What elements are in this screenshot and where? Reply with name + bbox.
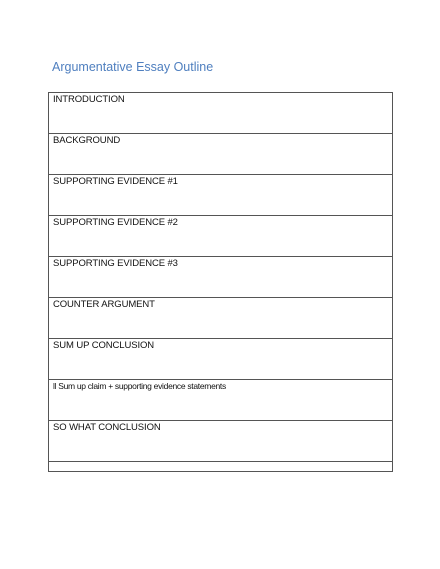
outline-row-so-what-conclusion bbox=[49, 421, 392, 462]
row-label: COUNTER ARGUMENT bbox=[53, 299, 155, 310]
outline-row-evidence-1 bbox=[49, 175, 392, 216]
outline-row-evidence-3 bbox=[49, 257, 392, 298]
outline-row-blank bbox=[49, 462, 392, 471]
row-label: SUPPORTING EVIDENCE #2 bbox=[53, 217, 178, 228]
row-label: ll Sum up claim + supporting evidence statements bbox=[53, 381, 226, 391]
outline-row-background bbox=[49, 134, 392, 175]
outline-row-evidence-2 bbox=[49, 216, 392, 257]
row-label: SUM UP CONCLUSION bbox=[53, 340, 155, 351]
row-label: INTRODUCTION bbox=[53, 94, 125, 105]
row-label: SUPPORTING EVIDENCE #3 bbox=[53, 258, 178, 269]
outline-row-sum-up-claim bbox=[49, 380, 392, 421]
outline-row-introduction bbox=[49, 93, 392, 134]
outline-table bbox=[48, 92, 393, 472]
document-title: Argumentative Essay Outline bbox=[52, 60, 214, 74]
outline-row-counter-argument bbox=[49, 298, 392, 339]
row-label: BACKGROUND bbox=[53, 135, 121, 146]
row-label: SO WHAT CONCLUSION bbox=[53, 422, 161, 433]
outline-row-sum-up-conclusion bbox=[49, 339, 392, 380]
row-label: SUPPORTING EVIDENCE #1 bbox=[53, 176, 178, 187]
